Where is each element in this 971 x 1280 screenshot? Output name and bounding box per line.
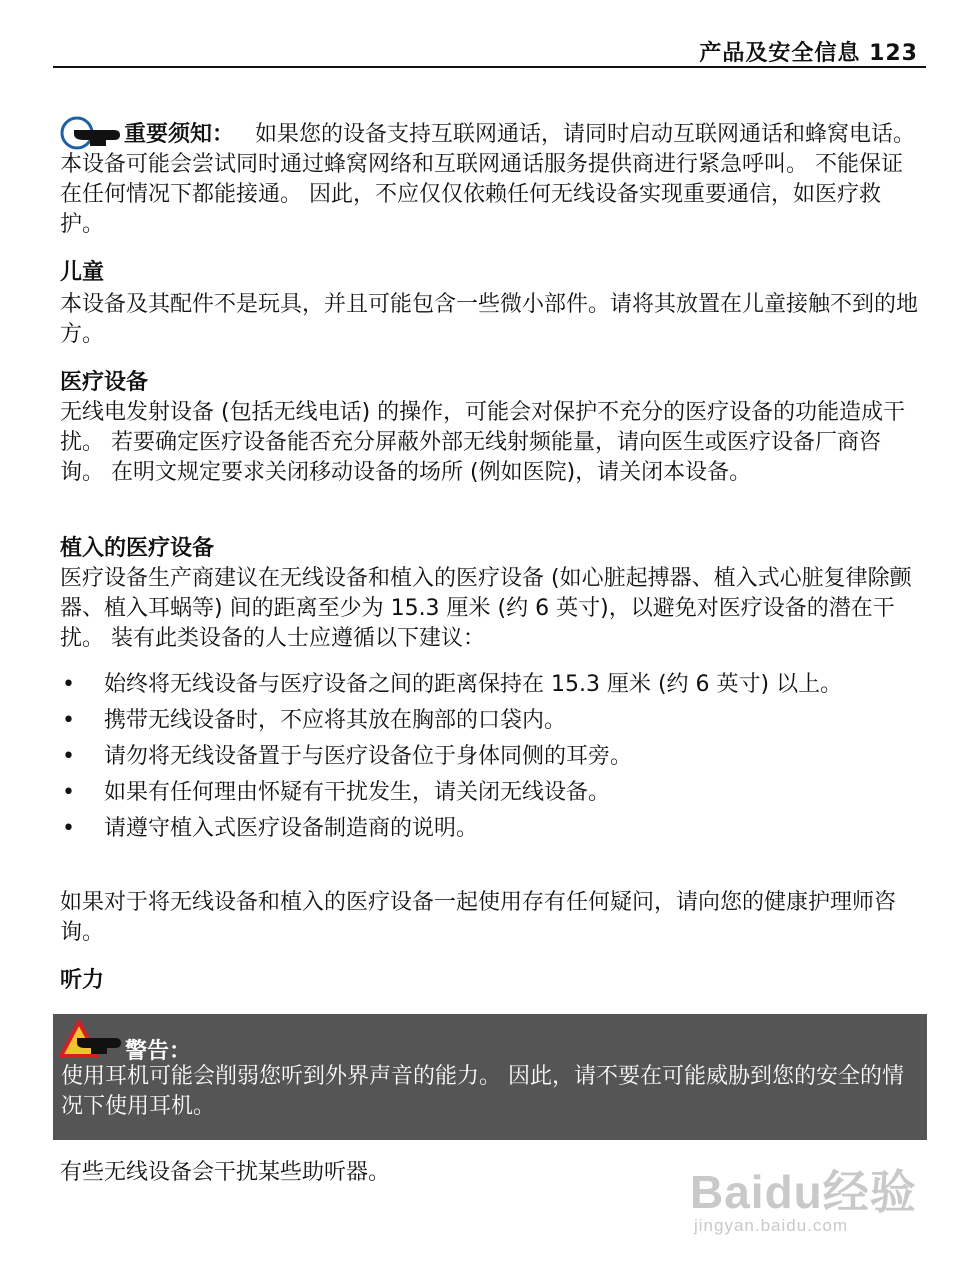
notice-block	[60, 120, 922, 240]
bullet-text: 如果有任何理由怀疑有干扰发生，请关闭无线设备。	[104, 780, 611, 805]
list-item	[60, 814, 922, 844]
medical-heading: 医疗设备	[60, 370, 149, 395]
list-item	[60, 778, 922, 808]
hearing-heading: 听力	[60, 968, 105, 993]
bullet-dot: •	[62, 708, 75, 733]
implanted-heading: 植入的医疗设备	[60, 536, 215, 561]
bullet-dot: •	[62, 672, 75, 697]
list-item	[60, 670, 922, 700]
baidu-watermark	[690, 1148, 930, 1248]
medical-text: 无线电发射设备 (包括无线电话) 的操作，可能会对保护不充分的医疗设备的功能造成干扰。 若要确定医疗设备能否充分屏蔽外部无线射频能量，请向医生或医疗设备厂商咨询。 在明文规定要求关闭移动设备的场所 (例如医院)，请关闭本设备。	[60, 400, 906, 485]
watermark-url: jingyan.baidu.com	[694, 1216, 849, 1235]
page-header	[53, 30, 926, 68]
implanted-text: 医疗设备生产商建议在无线设备和植入的医疗设备 (如心脏起搏器、植入式心脏复律除颤器、植入耳蜗等) 间的距离至少为 15.3 厘米 (约 6 英寸)，以避免对医疗设备的潜在干扰。 装有此类设备的人士应遵循以下建议：	[60, 566, 912, 651]
bullet-dot: •	[62, 780, 75, 805]
watermark-logo: Baidu经验	[690, 1166, 917, 1218]
implanted-closing-text: 如果对于将无线设备和植入的医疗设备一起使用存有任何疑问，请向您的健康护理师咨询。	[60, 890, 897, 945]
warning-title: 警告：	[125, 1039, 192, 1064]
bullet-text: 请遵守植入式医疗设备制造商的说明。	[104, 816, 479, 841]
children-text: 本设备及其配件不是玩具，并且可能包含一些微小部件。请将其放置在儿童接触不到的地方。	[60, 292, 919, 347]
warning-triangle-icon	[59, 1020, 125, 1060]
implanted-bullet-list	[60, 670, 922, 850]
bullet-dot: •	[62, 744, 75, 769]
bullet-text: 携带无线设备时，不应将其放在胸部的口袋内。	[104, 708, 567, 733]
list-item	[60, 742, 922, 772]
warning-box	[53, 1014, 927, 1140]
bullet-text: 始终将无线设备与医疗设备之间的距离保持在 15.3 厘米 (约 6 英寸) 以上。	[104, 672, 843, 697]
page-header-title: 产品及安全信息 123	[699, 41, 918, 66]
children-heading: 儿童	[60, 260, 105, 285]
notice-title: 重要须知：	[124, 122, 235, 147]
warning-text: 使用耳机可能会削弱您听到外界声音的能力。 因此，请不要在可能威胁到您的安全的情况下使用耳机。	[61, 1064, 904, 1119]
bullet-dot: •	[62, 816, 75, 841]
hearing-text: 有些无线设备会干扰某些助听器。	[60, 1160, 391, 1185]
bullet-text: 请勿将无线设备置于与医疗设备位于身体同侧的耳旁。	[104, 744, 633, 769]
list-item	[60, 706, 922, 736]
notice-text: 如果您的设备支持互联网通话，请同时启动互联网通话和蜂窝电话。 本设备可能会尝试同时通过蜂窝网络和互联网通话服务提供商进行紧急呼叫。 不能保证在任何情况下都能接通。 因此，不应仅仅依赖任何无线设备实现重要通信，如医疗救护。	[60, 122, 916, 237]
